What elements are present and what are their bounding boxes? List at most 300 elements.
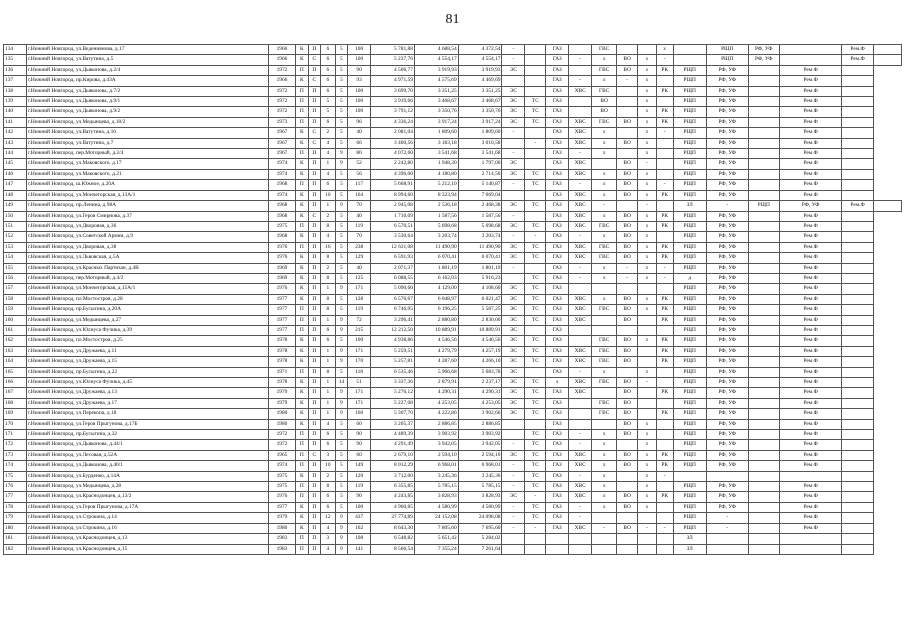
living-area: 6 196,25 — [414, 305, 458, 315]
col-entrances: 8 — [321, 482, 336, 492]
col-entrances: 6 — [321, 76, 336, 86]
col-rem: Рем.Ф — [842, 201, 873, 211]
apt-area: 3 351,25 — [458, 86, 502, 96]
col-gvs: х — [592, 180, 617, 190]
col-rk — [656, 378, 673, 388]
col-rem — [842, 86, 873, 96]
col-material: К — [296, 273, 309, 283]
col-material: К — [296, 346, 309, 356]
col-vo — [617, 513, 638, 523]
col-hvs: ХВС — [569, 523, 592, 533]
col-vo: ВО — [617, 450, 638, 460]
col-gvs: ГВС — [592, 398, 617, 408]
col-rk: - — [656, 263, 673, 273]
col-x: х — [638, 461, 657, 471]
total-area: 5 781,88 — [371, 45, 415, 55]
col-hvs: ХВС — [569, 461, 592, 471]
table-row — [4, 284, 902, 294]
col-rf-uf: РФ, УФ — [706, 378, 748, 388]
col-apartments: 171 — [348, 284, 371, 294]
col-walls: П — [308, 357, 321, 367]
table-row — [4, 211, 902, 221]
col-rem — [842, 97, 873, 107]
total-area: 4 938,86 — [371, 336, 415, 346]
col-rf-uf — [706, 544, 748, 554]
col-rf-uf: РФ, УФ — [706, 346, 748, 356]
total-area: 6 355,85 — [371, 482, 415, 492]
build-year: 1969 — [268, 273, 295, 283]
col-material: К — [296, 76, 309, 86]
col-vo: ВО — [617, 138, 638, 148]
col-hvs — [569, 97, 592, 107]
col-gaz: ГАЗ — [546, 440, 569, 450]
total-area: 8 566,54 — [371, 544, 415, 554]
col-apartments: 128 — [348, 294, 371, 304]
table-row — [4, 180, 902, 190]
col-vo: ВО — [617, 461, 638, 471]
col-gaz: ГАЗ — [546, 263, 569, 273]
table-row — [4, 346, 902, 356]
row-number: 172 — [4, 440, 27, 450]
col-extra — [748, 534, 779, 544]
col-empty: Рем.Ф — [779, 65, 842, 75]
col-es: ЭС — [502, 221, 525, 231]
col-floors: 9 — [335, 523, 348, 533]
col-vo: ВО — [617, 419, 638, 429]
col-floors: 5 — [335, 253, 348, 263]
col-floors: 5 — [335, 502, 348, 512]
col-entrances: 1 — [321, 388, 336, 398]
total-area: 6 570,51 — [371, 221, 415, 231]
col-empty: Рем.Ф — [779, 357, 842, 367]
col-hvs: - — [569, 513, 592, 523]
total-area: 2 242,80 — [371, 159, 415, 169]
col-floors: 5 — [335, 107, 348, 117]
col-material: П — [296, 482, 309, 492]
col-gaz: ГАЗ — [546, 523, 569, 533]
col-rf-uf: РФ, УФ — [706, 502, 748, 512]
col-rshp: РЩП — [673, 492, 706, 502]
col-walls: П — [308, 201, 321, 211]
col-gaz: ГАЗ — [546, 221, 569, 231]
col-material: П — [296, 534, 309, 544]
table-row — [4, 544, 902, 554]
build-year: 1968 — [268, 180, 295, 190]
col-floors: 5 — [335, 419, 348, 429]
table-row — [4, 419, 902, 429]
col-apartments: 90 — [348, 430, 371, 440]
col-rk: - — [656, 523, 673, 533]
col-gaz: ГАЗ — [546, 190, 569, 200]
living-area: 6 162,03 — [414, 273, 458, 283]
build-year: 1979 — [268, 513, 295, 523]
col-hvs: - — [569, 263, 592, 273]
table-row — [4, 367, 902, 377]
address: г.Нижний Новгород, ул.Маковского, д.17 — [26, 159, 268, 169]
col-gaz: ГАЗ — [546, 398, 569, 408]
col-rf-uf: РЩП — [706, 45, 748, 55]
col-material: К — [296, 55, 309, 65]
col-vo: ВО — [617, 294, 638, 304]
col-x: х — [638, 305, 657, 315]
build-year: 1980 — [268, 523, 295, 533]
col-rem — [842, 534, 873, 544]
col-ts — [525, 534, 546, 544]
col-ts: ТС — [525, 357, 546, 367]
col-rf-uf: РФ, УФ — [706, 367, 748, 377]
col-gvs: ГВС — [592, 242, 617, 252]
col-ts: ТС — [525, 398, 546, 408]
living-area: 2 536,18 — [414, 201, 458, 211]
col-entrances: 2 — [321, 263, 336, 273]
col-extra — [748, 315, 779, 325]
col-rf-uf: РФ, УФ — [706, 492, 748, 502]
col-empty — [779, 55, 842, 65]
col-rf-uf: РФ, УФ — [706, 409, 748, 419]
col-rem — [842, 398, 873, 408]
col-gaz: ГАЗ — [546, 55, 569, 65]
living-area: 24 152,08 — [414, 513, 458, 523]
address: г.Нижний Новгород, ул.Ватутина, д.5 — [26, 55, 268, 65]
build-year: 1974 — [268, 159, 295, 169]
col-apartments: 90 — [348, 65, 371, 75]
row-number: 167 — [4, 388, 27, 398]
col-empty: Рем.Ф — [779, 294, 842, 304]
total-area: 4 336,24 — [371, 117, 415, 127]
col-extra — [748, 440, 779, 450]
col-floors: 5 — [335, 305, 348, 315]
col-empty: Рем.Ф — [779, 305, 842, 315]
col-apartments: 80 — [348, 149, 371, 159]
col-walls: П — [308, 482, 321, 492]
col-x: х — [638, 242, 657, 252]
address: г.Нижний Новгород, пр.Кирова, д.43А — [26, 76, 268, 86]
col-floors: 5 — [335, 65, 348, 75]
apt-area: 5 683,78 — [458, 367, 502, 377]
col-hvs: ХВС — [569, 169, 592, 179]
col-extra — [748, 544, 779, 554]
col-gaz: ГАЗ — [546, 242, 569, 252]
col-extra — [748, 305, 779, 315]
col-gaz: ГАЗ — [546, 128, 569, 138]
col-entrances: 4 — [321, 523, 336, 533]
apt-area: 3 917,24 — [458, 117, 502, 127]
col-extra — [748, 523, 779, 533]
col-rk: РК — [656, 409, 673, 419]
col-apartments: 141 — [348, 544, 371, 554]
col-extra — [748, 357, 779, 367]
col-empty: Рем.Ф — [779, 388, 842, 398]
col-floors: 5 — [335, 190, 348, 200]
col-gaz: ГАЗ — [546, 430, 569, 440]
col-hvs: - — [569, 430, 592, 440]
col-rk — [656, 169, 673, 179]
col-es — [502, 534, 525, 544]
build-year: 1968 — [268, 201, 295, 211]
col-gvs: ГВС — [592, 117, 617, 127]
apt-area: 5 916,23 — [458, 273, 502, 283]
apt-area: 3 942,05 — [458, 440, 502, 450]
col-gaz: ГАЗ — [546, 419, 569, 429]
apt-area: 4 580,99 — [458, 502, 502, 512]
col-es: - — [502, 232, 525, 242]
apt-area: 3 541,68 — [458, 149, 502, 159]
col-extra: РФ, УФ — [748, 45, 779, 55]
col-last — [873, 45, 901, 55]
col-rk: РК — [656, 461, 673, 471]
col-empty: Рем.Ф — [779, 97, 842, 107]
apt-area: 3 010,58 — [458, 138, 502, 148]
table-row — [4, 253, 902, 263]
living-area: 3 903,92 — [414, 430, 458, 440]
col-entrances: 16 — [321, 242, 336, 252]
col-rf-uf — [706, 471, 748, 481]
col-walls: П — [308, 544, 321, 554]
col-walls: П — [308, 294, 321, 304]
col-rf-uf: РФ, УФ — [706, 65, 748, 75]
col-walls: П — [308, 325, 321, 335]
table-row — [4, 534, 902, 544]
col-gvs: х — [592, 492, 617, 502]
col-gvs: - — [592, 201, 617, 211]
col-rshp: РЩП — [673, 263, 706, 273]
col-rem — [842, 482, 873, 492]
col-rem — [842, 273, 873, 283]
col-hvs: ХВС — [569, 242, 592, 252]
total-area: 4 243,85 — [371, 492, 415, 502]
col-extra — [748, 378, 779, 388]
total-area: 2 081,04 — [371, 128, 415, 138]
build-year: 1972 — [268, 430, 295, 440]
col-gaz: ГАЗ — [546, 513, 569, 523]
apt-area: 2 886,85 — [458, 419, 502, 429]
col-es: - — [502, 502, 525, 512]
col-empty: Рем.Ф — [779, 138, 842, 148]
total-area: 2 071,37 — [371, 263, 415, 273]
col-rem — [842, 430, 873, 440]
col-entrances: 2 — [321, 211, 336, 221]
col-hvs — [569, 544, 592, 554]
col-apartments: 100 — [348, 55, 371, 65]
col-hvs: ХВС — [569, 482, 592, 492]
row-number: 136 — [4, 65, 27, 75]
col-es: ЭС — [502, 388, 525, 398]
col-extra — [748, 117, 779, 127]
row-number: 143 — [4, 138, 27, 148]
col-gvs: х — [592, 367, 617, 377]
build-year: 1975 — [268, 482, 295, 492]
col-walls: П — [308, 273, 321, 283]
total-area: 5 276,12 — [371, 388, 415, 398]
address: г.Нижний Новгород, пр.Бусыгина, д.22 — [26, 367, 268, 377]
col-ts: ТС — [525, 221, 546, 231]
table-body — [4, 45, 902, 555]
col-rem — [842, 471, 873, 481]
col-gaz: ГАЗ — [546, 159, 569, 169]
table-row — [4, 138, 902, 148]
col-entrances: 2 — [321, 471, 336, 481]
col-hvs — [569, 534, 592, 544]
table-row — [4, 305, 902, 315]
col-apartments: 90 — [348, 440, 371, 450]
row-number: 142 — [4, 128, 27, 138]
living-area: 4 688,54 — [414, 45, 458, 55]
col-empty: Рем.Ф — [779, 253, 842, 263]
col-apartments: 149 — [348, 461, 371, 471]
col-es: - — [502, 128, 525, 138]
col-x — [638, 325, 657, 335]
col-rf-uf: РФ, УФ — [706, 284, 748, 294]
col-gvs: ГВС — [592, 253, 617, 263]
col-rk: РК — [656, 492, 673, 502]
col-es: ЭС — [502, 253, 525, 263]
col-walls: П — [308, 336, 321, 346]
table-row — [4, 482, 902, 492]
col-hvs: ХВС — [569, 159, 592, 169]
col-walls: П — [308, 461, 321, 471]
col-vo: ВО — [617, 242, 638, 252]
col-rshp: РЩП — [673, 315, 706, 325]
col-extra — [748, 180, 779, 190]
col-floors: 5 — [335, 211, 348, 221]
col-vo: - — [617, 263, 638, 273]
col-floors: 5 — [335, 86, 348, 96]
col-rk: - — [656, 180, 673, 190]
col-extra — [748, 419, 779, 429]
col-es: - — [502, 513, 525, 523]
col-material: К — [296, 169, 309, 179]
total-area: 3 296,41 — [371, 315, 415, 325]
col-vo: ВО — [617, 169, 638, 179]
col-vo — [617, 86, 638, 96]
living-area: 6 968,01 — [414, 461, 458, 471]
col-hvs — [569, 284, 592, 294]
col-rshp: РЩП — [673, 450, 706, 460]
build-year: 1977 — [268, 294, 295, 304]
address: г.Нижний Новгород, ул.Ватутина, д.16 — [26, 128, 268, 138]
col-entrances: 4 — [321, 232, 336, 242]
col-gaz: ГАЗ — [546, 180, 569, 190]
living-area: 6 070,41 — [414, 253, 458, 263]
apt-area: 1 587,56 — [458, 211, 502, 221]
col-rshp: РЩП — [673, 419, 706, 429]
build-year: 1967 — [268, 138, 295, 148]
table-row — [4, 65, 902, 75]
col-hvs: ХВС — [569, 253, 592, 263]
build-year: 1972 — [268, 97, 295, 107]
col-ts: ТС — [525, 346, 546, 356]
col-material: П — [296, 367, 309, 377]
col-hvs: - — [569, 55, 592, 65]
col-gaz: ГАЗ — [546, 65, 569, 75]
build-year: 1978 — [268, 378, 295, 388]
col-apartments: 171 — [348, 388, 371, 398]
build-year: 1974 — [268, 461, 295, 471]
col-apartments: 60 — [348, 450, 371, 460]
col-hvs: ХВС — [569, 221, 592, 231]
col-es: ЭС — [502, 117, 525, 127]
col-gvs: х — [592, 502, 617, 512]
total-area: 6 088,55 — [371, 273, 415, 283]
col-material: К — [296, 409, 309, 419]
col-hvs — [569, 325, 592, 335]
col-material: К — [296, 294, 309, 304]
col-apartments: 118 — [348, 367, 371, 377]
address: г.Нижний Новгород, пр.Бусыгина, д.20А — [26, 305, 268, 315]
row-number: 161 — [4, 325, 27, 335]
col-rshp: РЩП — [673, 97, 706, 107]
col-es: ЭС — [502, 346, 525, 356]
address: г.Нижний Новгород, ул.Строкина, д.14 — [26, 513, 268, 523]
apt-area: 7 069,04 — [458, 190, 502, 200]
build-year: 1983 — [268, 534, 295, 544]
col-hvs — [569, 336, 592, 346]
col-rem — [842, 440, 873, 450]
col-empty: Рем.Ф — [779, 482, 842, 492]
col-hvs: ХВС — [569, 128, 592, 138]
col-rk: РК — [656, 294, 673, 304]
col-rem — [842, 523, 873, 533]
col-rshp: РЩП — [673, 513, 706, 523]
living-area: 7 805,60 — [414, 523, 458, 533]
col-floors: 9 — [335, 409, 348, 419]
col-entrances: 4 — [321, 544, 336, 554]
col-rem — [842, 180, 873, 190]
col-es — [502, 76, 525, 86]
col-rem — [842, 461, 873, 471]
build-year: 1977 — [268, 315, 295, 325]
col-rshp: РЩП — [673, 284, 706, 294]
col-floors: 5 — [335, 461, 348, 471]
col-gaz: ГАЗ — [546, 461, 569, 471]
col-material: К — [296, 128, 309, 138]
col-gvs: ГВС — [592, 378, 617, 388]
apt-area: 6 070,41 — [458, 253, 502, 263]
col-extra — [748, 284, 779, 294]
col-es: ЭС — [502, 315, 525, 325]
total-area: 6 591,93 — [371, 253, 415, 263]
living-area: 3 468,67 — [414, 97, 458, 107]
total-area: 6 746,05 — [371, 305, 415, 315]
col-empty: Рем.Ф — [779, 180, 842, 190]
col-walls: С — [308, 76, 321, 86]
col-gaz: ГАЗ — [546, 117, 569, 127]
col-vo — [617, 471, 638, 481]
total-area: 3 337,36 — [371, 378, 415, 388]
col-extra — [748, 149, 779, 159]
col-x — [638, 357, 657, 367]
apt-area: 4 290,31 — [458, 388, 502, 398]
col-x: х — [638, 138, 657, 148]
col-rem — [842, 336, 873, 346]
living-area: 4 575,69 — [414, 76, 458, 86]
col-floors: 5 — [335, 221, 348, 231]
build-year: 1972 — [268, 440, 295, 450]
col-gvs: х — [592, 55, 617, 65]
col-empty: Рем.Ф — [779, 378, 842, 388]
col-vo: ВО — [617, 346, 638, 356]
col-material: П — [296, 430, 309, 440]
col-rshp: РЩП — [673, 305, 706, 315]
col-rem — [842, 65, 873, 75]
col-ts — [525, 159, 546, 169]
col-x: х — [638, 336, 657, 346]
col-gvs — [592, 534, 617, 544]
col-ts: ТС — [525, 201, 546, 211]
col-material: К — [296, 419, 309, 429]
col-extra — [748, 242, 779, 252]
col-gaz: ГАЗ — [546, 232, 569, 242]
